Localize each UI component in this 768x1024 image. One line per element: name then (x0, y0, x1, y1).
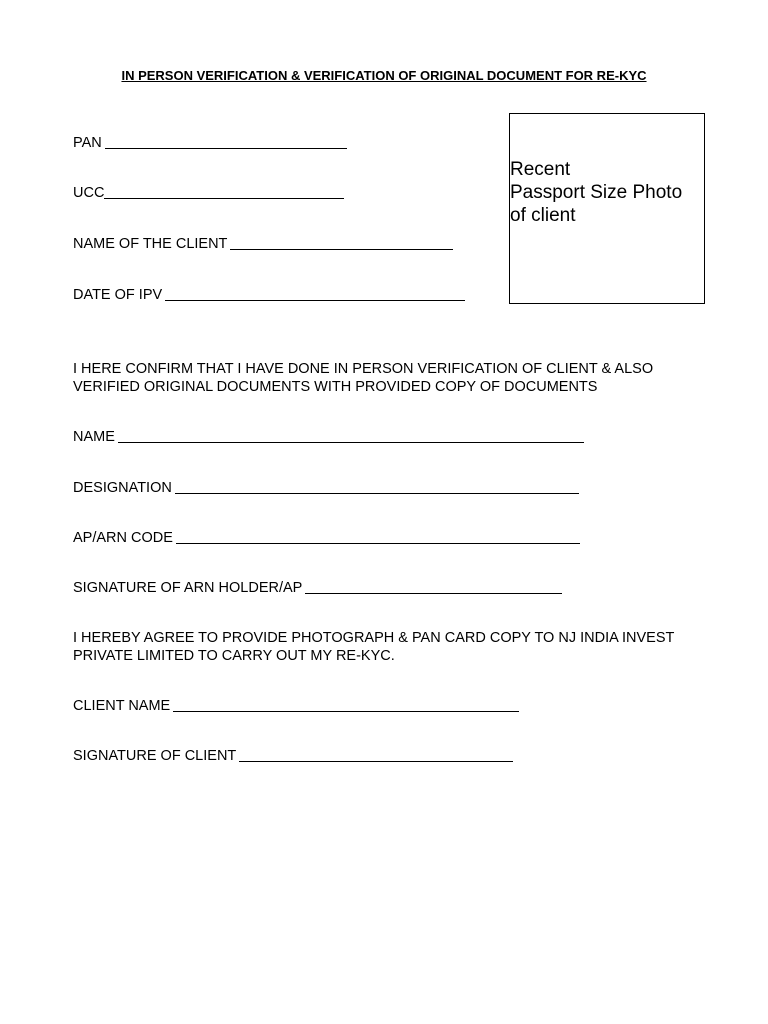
client-name-sign-label: CLIENT NAME (73, 698, 171, 714)
designation-label: DESIGNATION (73, 480, 172, 496)
agreement-statement: I HEREBY AGREE TO PROVIDE PHOTOGRAPH & PAN CARD COPY TO NJ INDIA INVEST PRIVATE LIMITED TO CARRY OUT MY RE-KYC. (73, 630, 675, 664)
client-name-sign-blank-line[interactable] (173, 697, 519, 712)
photo-placeholder-text: Recent Passport Size Photo of client (510, 159, 683, 226)
ucc-label: UCC (73, 185, 105, 201)
date-of-ipv-field[interactable] (73, 286, 465, 304)
arn-holder-signature-blank-line[interactable] (305, 579, 562, 594)
date-of-ipv-label: DATE OF IPV (73, 287, 163, 303)
designation-field[interactable] (73, 479, 579, 497)
designation-blank-line[interactable] (175, 479, 579, 494)
confirmation-statement: I HERE CONFIRM THAT I HAVE DONE IN PERSON VERIFICATION OF CLIENT & ALSO VERIFIED ORIGINAL DOCUMENTS WITH PROVIDED COPY OF DOCUMENTS (73, 361, 654, 395)
photo-placeholder-box (509, 113, 705, 304)
ap-arn-code-label: AP/ARN CODE (73, 530, 173, 546)
arn-holder-signature-label: SIGNATURE OF ARN HOLDER/AP (73, 580, 303, 596)
ap-arn-code-field[interactable] (73, 529, 580, 547)
client-signature-field[interactable] (73, 747, 513, 765)
ucc-blank-line[interactable] (104, 184, 344, 199)
verifier-name-label: NAME (73, 429, 115, 445)
arn-holder-signature-field[interactable] (73, 579, 562, 597)
client-name-field[interactable] (73, 235, 453, 253)
pan-blank-line[interactable] (105, 134, 347, 149)
verifier-name-blank-line[interactable] (118, 428, 584, 443)
client-signature-label: SIGNATURE OF CLIENT (73, 748, 237, 764)
client-name-sign-field[interactable] (73, 697, 519, 715)
ucc-field[interactable] (73, 184, 344, 202)
client-name-blank-line[interactable] (230, 235, 453, 250)
pan-label: PAN (73, 135, 102, 151)
date-of-ipv-blank-line[interactable] (165, 286, 465, 301)
verifier-name-field[interactable] (73, 428, 584, 446)
form-title: IN PERSON VERIFICATION & VERIFICATION OF ORIGINAL DOCUMENT FOR RE-KYC (121, 68, 647, 83)
client-name-label: NAME OF THE CLIENT (73, 236, 228, 252)
pan-field[interactable] (73, 134, 347, 152)
ap-arn-code-blank-line[interactable] (176, 529, 580, 544)
client-signature-blank-line[interactable] (239, 747, 513, 762)
